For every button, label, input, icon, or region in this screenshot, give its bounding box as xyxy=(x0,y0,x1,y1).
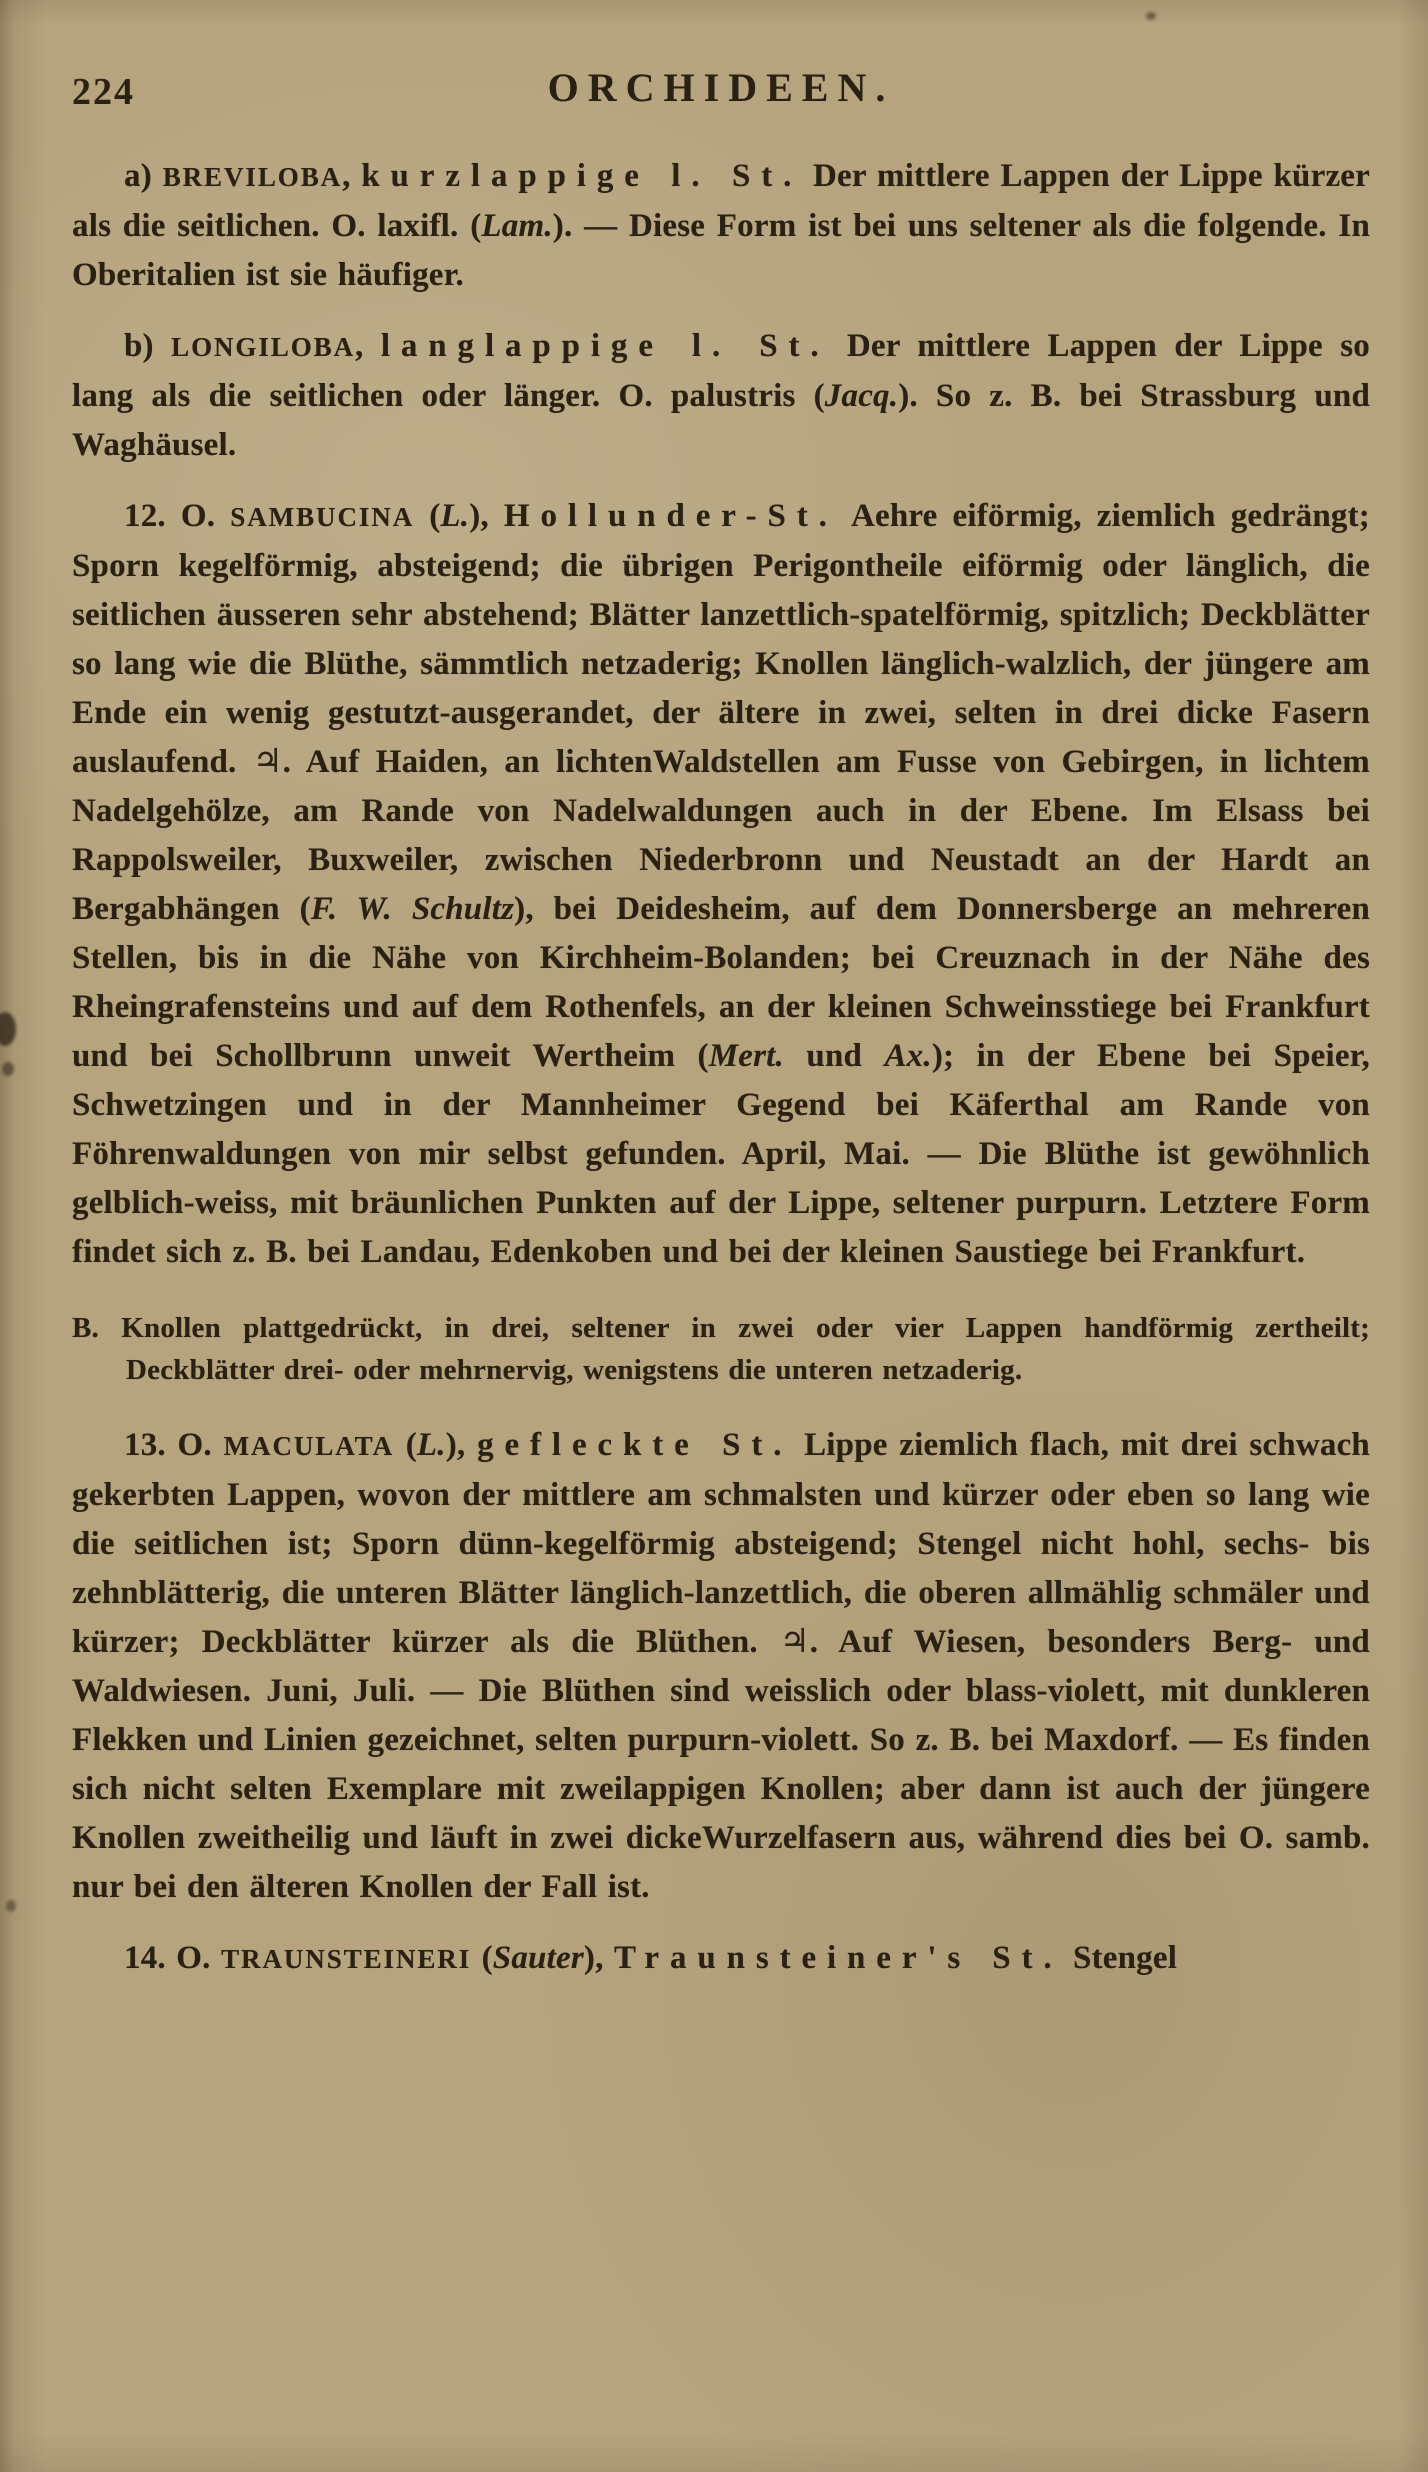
text-run: b) xyxy=(124,328,172,364)
section-note-b xyxy=(72,1307,1370,1391)
text-run: ), xyxy=(445,1427,478,1463)
page-number: 224 xyxy=(72,71,135,113)
text-run: F. W. Schultz xyxy=(310,891,515,927)
text-run: LONGILOBA xyxy=(171,332,356,362)
ink-speck xyxy=(6,1900,16,1912)
page-title: ORCHIDEEN. xyxy=(547,65,895,110)
text-run: Hollunder-St. xyxy=(503,498,838,534)
text-run: BREVILOBA xyxy=(162,162,343,192)
paragraph-13-maculata xyxy=(72,1421,1370,1912)
text-run: Mert. xyxy=(708,1038,784,1074)
text-run: ( xyxy=(414,498,441,534)
running-head xyxy=(72,64,1370,122)
text-run: a) xyxy=(124,158,163,194)
ink-speck xyxy=(2,1062,14,1076)
paragraph-14-traunsteineri xyxy=(72,1934,1370,1984)
text-run: ); in der Ebene bei Speier, Schwetzingen und in der Mannheimer Gegend bei Käferthal am Rande von Föhrenwaldungen von mir selbst gefunden. April, Mai. — Die Blüthe ist gewöhnlich gelblich-weiss, mit bräunlichen Punkten auf der Lippe, seltener purpurn. Letztere Form findet sich z. B. bei Landau, Edenkoben und bei der kleinen Saustiege bei Frankfurt. xyxy=(72,1038,1371,1270)
text-run: Ax. xyxy=(884,1038,932,1074)
text-run: Lam. xyxy=(481,208,553,244)
text-run: ( xyxy=(394,1427,417,1463)
text-run: Lippe ziemlich flach, mit drei schwach gekerbten Lappen, wovon der mittlere am schmalsten und kürzer oder eben so lang wie die seitlichen ist; Sporn dünn-kegelförmig absteigend; Stengel nicht hohl, sechs- bis zehnblätterig, die unteren Blätter länglich-lanzettlich, die oberen allmählig schmäler und kürzer; Deckblätter kürzer als die Blüthen. ♃. Auf Wiesen, besonders Berg- und Waldwiesen. Juni, Juli. — Die Blüthen sind weisslich oder blass-violett, mit dunkleren Flekken und Linien gezeichnet, selten purpurn-violett. So z. B. bei Maxdorf. — Es finden sich nicht selten Exemplare mit zweilappigen Knollen; aber dann ist auch der jüngere Knollen zweitheilig und läuft in zwei dickeWurzelfasern aus, während dies bei O. samb. nur bei den älteren Knollen der Fall ist. xyxy=(72,1427,1370,1905)
text-run: ), xyxy=(583,1940,614,1976)
text-run: B. Knollen plattgedrückt, in drei, seltener in zwei oder vier Lappen handförmig zertheilt; Deckblätter drei- oder mehrnervig, wenigstens die unteren netzaderig. xyxy=(72,1312,1370,1386)
text-run: , xyxy=(355,328,381,364)
text-run: langlappige l. St. xyxy=(380,328,830,364)
paragraph-b-longiloba xyxy=(72,322,1370,470)
text-run: L. xyxy=(440,498,470,534)
text-run: gefleckte St. xyxy=(477,1427,793,1463)
text-run: SAMBUCINA xyxy=(230,502,415,532)
paragraph-12-sambucina xyxy=(72,492,1370,1277)
paragraph-a-breviloba xyxy=(72,152,1370,300)
text-run: Aehre eiförmig, ziemlich gedrängt; Sporn kegelförmig, absteigend; die übrigen Perigontheile eiförmig oder länglich, die seitlichen äusseren sehr abstehend; Blätter lanzettlich-spatelförmig, spitzlich; Deckblätter so lang wie die Blüthe, sämmtlich netzaderig; Knollen länglich-walzlich, der jüngere am Ende ein wenig gestutzt-ausgerandet, der ältere in zwei, selten in drei dicke Fasern auslaufend. ♃. Auf Haiden, an lichtenWaldstellen am Fusse von Gebirgen, in lichtem Nadelgehölze, am Rande von Nadelwaldungen auch in der Ebene. Im Elsass bei Rappolsweiler, Buxweiler, zwischen Niederbronn und Neustadt an der Hardt an Bergabhängen ( xyxy=(72,498,1370,927)
text-run: L. xyxy=(416,1427,446,1463)
text-run: Stengel xyxy=(1062,1940,1178,1976)
text-run: 13. O. xyxy=(124,1427,224,1463)
ink-speck xyxy=(1146,12,1156,20)
text-run: Der mittlere Lappen der Lippe so lang als die seitlichen oder länger. O. palustris ( xyxy=(72,328,1371,414)
text-run: und xyxy=(784,1038,885,1074)
text-run: ), bei Deidesheim, auf dem Donnersberge an mehreren Stellen, bis in die Nähe von Kirchheim-Bolanden; bei Creuznach in der Nähe des Rheingrafensteins und auf dem Rothenfels, an der kleinen Schweinsstiege bei Frankfurt und bei Schollbrunn unweit Wertheim ( xyxy=(72,891,1370,1074)
text-run: Jacq. xyxy=(824,378,899,414)
text-run: ), xyxy=(469,498,504,534)
text-run: ( xyxy=(471,1940,493,1976)
text-run: ). — Diese Form ist bei uns seltener als die folgende. In Oberitalien ist sie häufiger. xyxy=(72,208,1371,293)
ink-speck xyxy=(0,1012,16,1046)
text-run: 12. O. xyxy=(124,498,231,534)
text-run: 14. O. xyxy=(124,1940,222,1976)
text-block xyxy=(72,64,1370,1984)
text-run: , xyxy=(342,158,362,194)
text-run: Der mittlere Lappen der Lippe kürzer als die seitlichen. O. laxifl. ( xyxy=(72,158,1370,244)
text-run: Traunsteiner's St. xyxy=(613,1940,1063,1976)
text-run: Sauter xyxy=(492,1940,584,1976)
text-run: kurzlappige l. St. xyxy=(361,158,803,194)
page-body xyxy=(72,152,1370,1984)
text-run: MACULATA xyxy=(223,1431,395,1461)
text-run: TRAUNSTEINERI xyxy=(221,1944,472,1974)
text-run: ). So z. B. bei Strassburg und Waghäusel. xyxy=(72,378,1370,463)
